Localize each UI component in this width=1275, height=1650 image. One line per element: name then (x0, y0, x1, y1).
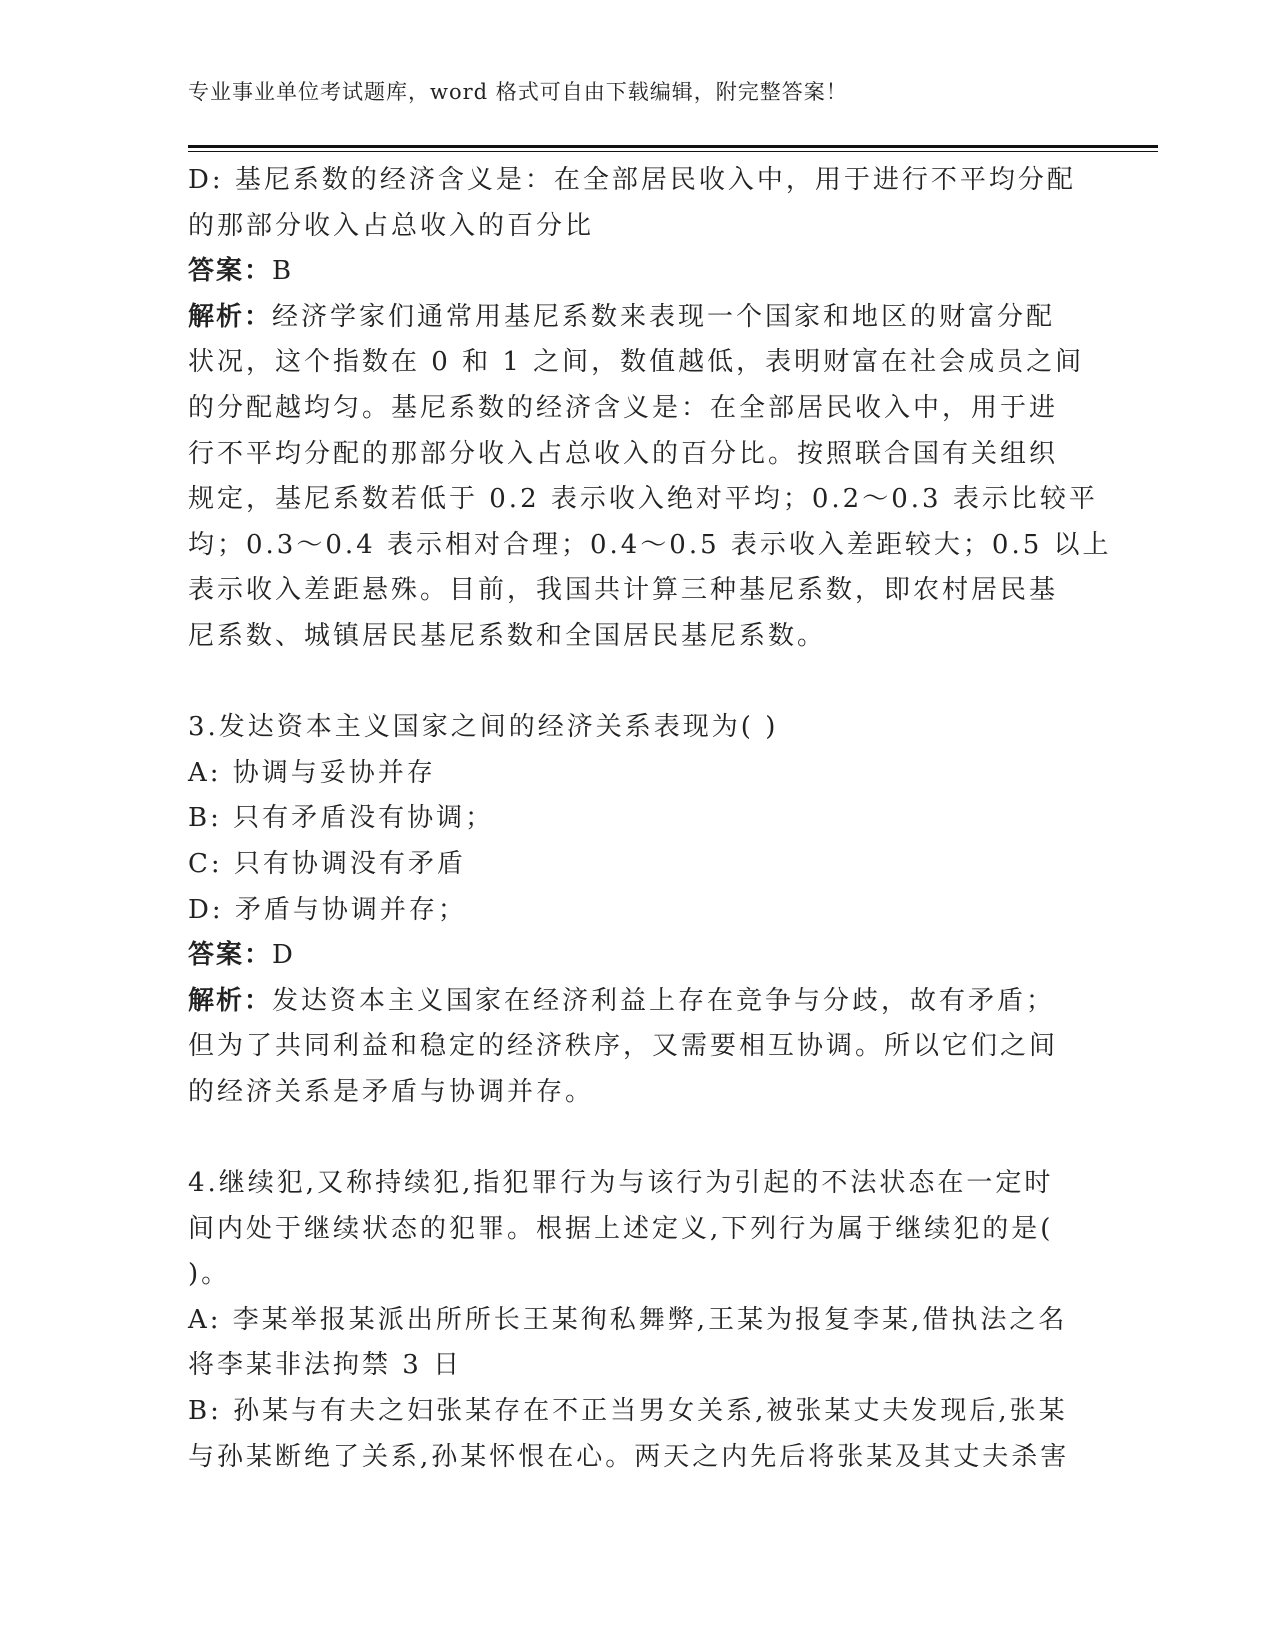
text-line: 间内处于继续状态的犯罪。根据上述定义,下列行为属于继续犯的是( (188, 1213, 1054, 1244)
analysis-text: 经济学家们通常用基尼系数来表现一个国家和地区的财富分配 (272, 301, 1056, 332)
text-line: 规定，基尼系数若低于 0.2 表示收入绝对平均；0.2～0.3 表示比较平 (188, 484, 1098, 515)
answer-label: 答案： (188, 940, 273, 971)
option-d: D: 矛盾与协调并存； (188, 894, 467, 925)
analysis-label: 解析： (188, 985, 273, 1016)
text-line: D: 基尼系数的经济含义是：在全部居民收入中，用于进行不平均分配 (188, 165, 1076, 195)
text-line: 尼系数、城镇居民基尼系数和全国居民基尼系数。 (188, 620, 827, 651)
q4-option-b (188, 1389, 1088, 1480)
document-body (188, 158, 1112, 1480)
option-a: A: 协调与妥协并存 (188, 757, 436, 788)
q4-question (188, 1161, 1088, 1298)
answer-value: D (272, 940, 296, 971)
analysis-label: 解析： (188, 301, 273, 332)
q2-option-d (188, 158, 1088, 249)
text-line: 与孙某断绝了关系,孙某怀恨在心。两天之内先后将张某及其丈夫杀害 (188, 1441, 1070, 1472)
option-c: C: 只有协调没有矛盾 (188, 848, 466, 879)
spacer (188, 660, 1088, 706)
spacer (188, 1115, 1088, 1161)
text-line: )。 (188, 1259, 231, 1290)
text-line: 的经济关系是矛盾与协调并存。 (188, 1076, 595, 1107)
q2-answer (188, 249, 1088, 295)
q3-answer (188, 933, 1088, 979)
text-line (188, 979, 1088, 1025)
text-line: 的那部分收入占总收入的百分比 (188, 210, 595, 241)
text-line: 状况，这个指数在 0 和 1 之间，数值越低，表明财富在社会成员之间 (188, 347, 1085, 378)
text-line: 行不平均分配的那部分收入占总收入的百分比。按照联合国有关组织 (188, 438, 1059, 469)
page-header: 专业事业单位考试题库，word 格式可自由下载编辑，附完整答案！ (188, 80, 848, 104)
analysis-text: 发达资本主义国家在经济利益上存在竞争与分歧，故有矛盾； (272, 985, 1056, 1016)
q3-options (188, 751, 1088, 933)
option-b: B: 只有矛盾没有协调； (188, 803, 495, 834)
answer-label: 答案： (188, 256, 273, 287)
q3-analysis (188, 979, 1088, 1116)
text-line: 将李某非法拘禁 3 日 (188, 1350, 463, 1381)
text-line: A: 李某举报某派出所所长王某徇私舞弊,王某为报复李某,借执法之名 (188, 1304, 1068, 1335)
text-line: 均；0.3～0.4 表示相对合理；0.4～0.5 表示收入差距较大；0.5 以上 (188, 529, 1112, 560)
header-rule-thin (188, 151, 1158, 152)
text-line: B: 孙某与有夫之妇张某存在不正当男女关系,被张某丈夫发现后,张某 (188, 1396, 1068, 1427)
q2-analysis (188, 295, 1112, 660)
text-line: 表示收入差距悬殊。目前，我国共计算三种基尼系数，即农村居民基 (188, 575, 1059, 606)
text-line: 但为了共同利益和稳定的经济秩序，又需要相互协调。所以它们之间 (188, 1031, 1059, 1062)
q4-option-a (188, 1298, 1088, 1389)
text-line (188, 295, 1088, 341)
text-line: 的分配越均匀。基尼系数的经济含义是：在全部居民收入中，用于进 (188, 392, 1059, 423)
text-line: 4.继续犯,又称持续犯,指犯罪行为与该行为引起的不法状态在一定时 (188, 1168, 1054, 1199)
answer-value: B (272, 256, 295, 287)
q3-question: 3.发达资本主义国家之间的经济关系表现为( ) (188, 712, 779, 743)
header-rule-thick (188, 145, 1158, 148)
